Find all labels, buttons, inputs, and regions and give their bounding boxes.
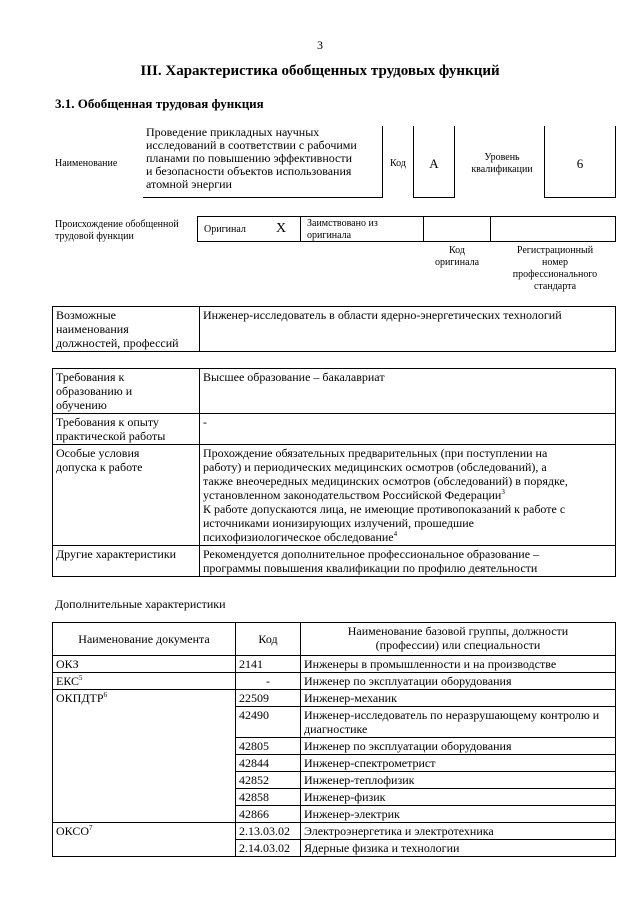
caption-line: номер bbox=[542, 257, 568, 268]
label-line: Требования к опыту bbox=[56, 415, 159, 429]
borrowed-label-line: оригинала bbox=[307, 230, 352, 241]
code-label: Код bbox=[390, 158, 406, 169]
code-cell: 42858 bbox=[236, 789, 301, 806]
footnote-ref: 6 bbox=[103, 691, 108, 699]
label-line: допуска к работе bbox=[56, 460, 143, 474]
code-cell: 42490 bbox=[236, 707, 301, 738]
experience-value: - bbox=[200, 414, 616, 445]
positions-value: Инженер-исследователь в области ядерно-энергетических технологий bbox=[200, 307, 616, 352]
label-line: Особые условия bbox=[56, 446, 140, 460]
text-line: Рекомендуется дополнительное профессиональное образование – bbox=[203, 547, 540, 561]
table-row bbox=[53, 546, 616, 577]
section-title: III. Характеристика обобщенных трудовых функций bbox=[140, 63, 500, 79]
origin-label bbox=[55, 219, 179, 243]
code-cell: 22509 bbox=[236, 690, 301, 707]
level-label-line: квалификации bbox=[471, 164, 533, 175]
doc-cell bbox=[53, 656, 236, 673]
education-value: Высшее образование – бакалавриат bbox=[200, 369, 616, 414]
table-row bbox=[53, 414, 616, 445]
conditions-value bbox=[200, 445, 616, 546]
name-line: исследований в соответствии с рабочими bbox=[146, 138, 357, 152]
text-span: установленном законодательством Российской Федерации bbox=[203, 488, 502, 502]
positions-table bbox=[52, 306, 616, 352]
name-cell: Инженер-механик bbox=[301, 690, 616, 707]
text-line: работу) и периодических медицинских осмотров (обследований), а bbox=[203, 460, 547, 474]
other-value bbox=[200, 546, 616, 577]
table-row bbox=[53, 656, 616, 673]
name-cell: Инженер-физик bbox=[301, 789, 616, 806]
label-line: должностей, профессий bbox=[56, 336, 179, 350]
doc-name: ОКСО bbox=[56, 824, 90, 838]
name-cell: Инженеры в промышленности и на производстве bbox=[301, 656, 616, 673]
code-cell: 2141 bbox=[236, 656, 301, 673]
caption-line: стандарта bbox=[533, 281, 577, 292]
experience-label bbox=[53, 414, 200, 445]
text-line bbox=[203, 530, 612, 544]
code-cell: 2.14.03.02 bbox=[236, 840, 301, 857]
header-name bbox=[301, 623, 616, 656]
text-span: психофизиологическое обследование bbox=[203, 530, 394, 544]
name-label: Наименование bbox=[55, 158, 118, 169]
name-cell: Электроэнергетика и электротехника bbox=[301, 823, 616, 840]
table-row bbox=[53, 445, 616, 546]
doc-cell bbox=[53, 673, 236, 690]
name-line: планами по повышению эффективности bbox=[146, 151, 353, 165]
original-mark: X bbox=[276, 221, 287, 236]
label-line: Требования к bbox=[56, 370, 125, 384]
text-line bbox=[203, 488, 612, 502]
borrowed-label-line: Заимствовано из bbox=[307, 218, 378, 229]
doc-name: ЕКС bbox=[56, 674, 80, 688]
other-label: Другие характеристики bbox=[53, 546, 200, 577]
table-row bbox=[53, 369, 616, 414]
subsection-title: 3.1. Обобщенная трудовая функция bbox=[55, 96, 264, 111]
doc-cell bbox=[53, 823, 236, 857]
requirements-table bbox=[52, 368, 616, 577]
name-cell: Инженер-спектрометрист bbox=[301, 755, 616, 772]
table-row bbox=[53, 690, 616, 707]
name-cell: Инженер по эксплуатации оборудования bbox=[301, 673, 616, 690]
caption-line: профессионального bbox=[512, 269, 598, 280]
label-line: Возможные bbox=[56, 308, 116, 322]
table-row bbox=[53, 673, 616, 690]
code-cell: 2.13.03.02 bbox=[236, 823, 301, 840]
header-code: Код bbox=[236, 623, 301, 656]
positions-label bbox=[53, 307, 200, 352]
text-line: К работе допускаются лица, не имеющие противопоказаний к работе с bbox=[203, 502, 566, 516]
name-value-box bbox=[143, 126, 383, 198]
level-box bbox=[544, 126, 616, 198]
borrowed-cell bbox=[300, 216, 424, 242]
original-cell bbox=[197, 216, 301, 242]
code-value: A bbox=[429, 156, 439, 171]
text-line: Прохождение обязательных предварительных (при поступлении на bbox=[203, 446, 548, 460]
registration-cell bbox=[490, 216, 616, 242]
caption-line: Регистрационный bbox=[516, 245, 594, 256]
code-cell: 42852 bbox=[236, 772, 301, 789]
code-cell: 42805 bbox=[236, 738, 301, 755]
code-cell: 42866 bbox=[236, 806, 301, 823]
original-label: Оригинал bbox=[204, 224, 246, 235]
doc-name: ОКЗ bbox=[56, 657, 79, 671]
name-cell: Инженер-теплофизик bbox=[301, 772, 616, 789]
level-label-line: Уровень bbox=[484, 152, 520, 163]
text-line: программы повышения квалификации по профилю деятельности bbox=[203, 561, 538, 575]
name-cell: Инженер-исследователь по неразрушающему контролю и диагностике bbox=[301, 707, 616, 738]
name-line: атомной энергии bbox=[146, 177, 232, 191]
text-line: также внеочередных медицинских осмотров (обследований) в порядке, bbox=[203, 474, 568, 488]
additional-table bbox=[52, 622, 616, 857]
header-line: (профессии) или специальности bbox=[375, 638, 541, 652]
doc-cell bbox=[53, 690, 236, 823]
code-original-cell bbox=[423, 216, 491, 242]
origin-label-line: трудовой функции bbox=[55, 231, 134, 242]
level-label bbox=[462, 152, 542, 176]
footnote-ref: 5 bbox=[79, 674, 83, 682]
label-line: практической работы bbox=[56, 429, 166, 443]
page-number: 3 bbox=[317, 38, 323, 52]
text-line: источниками ионизирующих излучений, прошедшие bbox=[203, 516, 474, 530]
caption-line: Код bbox=[449, 245, 465, 256]
table-header-row bbox=[53, 623, 616, 656]
level-value: 6 bbox=[576, 156, 584, 171]
table-row bbox=[53, 823, 616, 840]
label-line: наименования bbox=[56, 322, 129, 336]
header-line: Наименование базовой группы, должности bbox=[347, 624, 569, 638]
caption-line: оригинала bbox=[434, 257, 480, 268]
table-row bbox=[53, 307, 616, 352]
footnote-ref: 7 bbox=[89, 824, 93, 832]
label-line: образованию и bbox=[56, 384, 133, 398]
footnote-ref: 4 bbox=[393, 530, 398, 538]
name-line: и безопасности объектов использования bbox=[146, 164, 352, 178]
name-cell: Ядерные физика и технологии bbox=[301, 840, 616, 857]
name-cell: Инженер-электрик bbox=[301, 806, 616, 823]
registration-caption bbox=[494, 245, 616, 293]
code-cell: - bbox=[236, 673, 301, 690]
name-line: Проведение прикладных научных bbox=[146, 125, 320, 139]
code-box bbox=[413, 126, 455, 198]
footnote-ref: 3 bbox=[501, 488, 505, 496]
label-line: обучению bbox=[56, 398, 107, 412]
additional-heading: Дополнительные характеристики bbox=[55, 597, 226, 611]
education-label bbox=[53, 369, 200, 414]
conditions-label bbox=[53, 445, 200, 546]
origin-label-line: Происхождение обобщенной bbox=[55, 219, 179, 230]
code-original-caption bbox=[425, 245, 489, 269]
doc-name: ОКПДТР bbox=[56, 691, 104, 705]
header-doc: Наименование документа bbox=[53, 623, 236, 656]
code-cell: 42844 bbox=[236, 755, 301, 772]
name-cell: Инженер по эксплуатации оборудования bbox=[301, 738, 616, 755]
